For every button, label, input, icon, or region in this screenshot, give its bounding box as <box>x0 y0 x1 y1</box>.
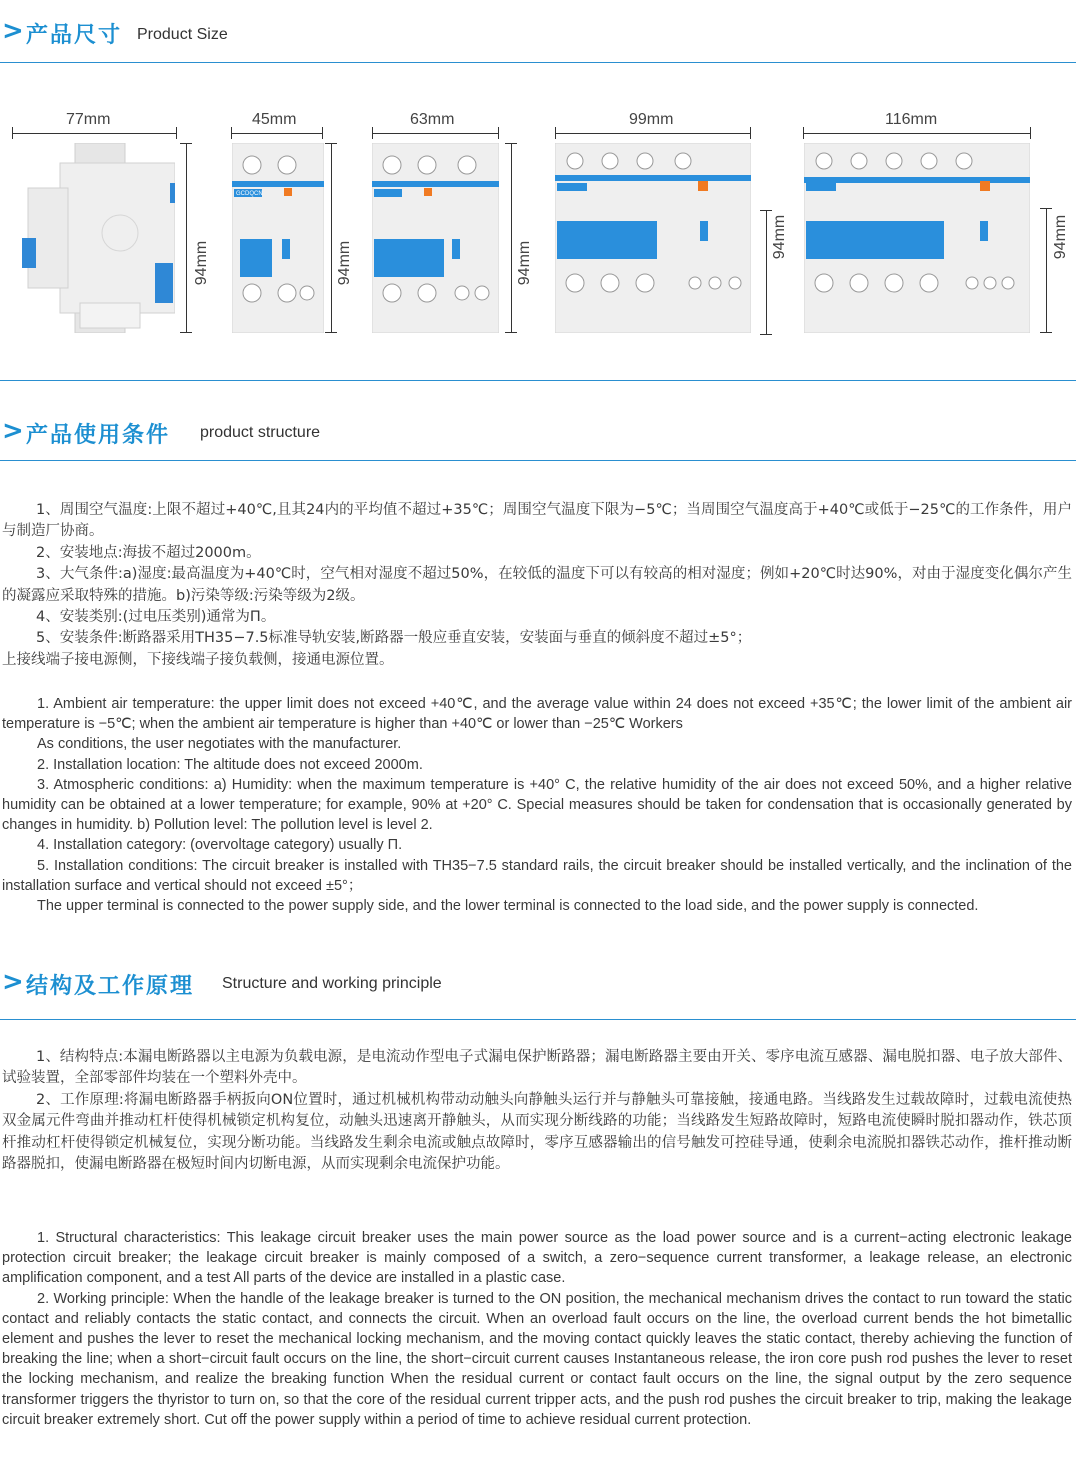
paragraph: 3、大气条件:a)湿度:最高温度为+40℃时，空气相对湿度不超过50%，在较低的温度下可以有较高的相对湿度；例如+20℃时达90%，对由于湿度变化偶尔产生的凝露应采取特殊的措施。b)污染等级:污染等级为2级。 <box>2 566 1072 604</box>
dim-tick <box>750 127 751 139</box>
dim-tick <box>1040 332 1052 333</box>
divider <box>0 380 1076 381</box>
dim-height: 94mm <box>1052 214 1070 260</box>
dim-height: 94mm <box>336 240 354 286</box>
principle-en-text <box>2 1228 1072 1430</box>
dim-line <box>766 210 767 335</box>
dim-line <box>12 133 177 134</box>
paragraph: The upper terminal is connected to the power supply side, and the lower terminal is connected to the load side, and the power supply is connected. <box>37 898 979 915</box>
dim-tick <box>555 127 556 139</box>
paragraph: 2、安装地点:海拔不超过2000m。 <box>36 544 261 561</box>
section-title-en: Product Size <box>137 26 228 43</box>
section-header-size <box>0 14 1076 48</box>
dim-height: 94mm <box>193 240 211 286</box>
side-view-image <box>20 143 175 333</box>
dim-tick <box>231 127 232 139</box>
breaker-1p-image <box>232 143 324 333</box>
section-header-conditions <box>0 414 1076 448</box>
paragraph: As conditions, the user negotiates with the manufacturer. <box>37 736 402 753</box>
dim-line <box>803 133 1031 134</box>
dim-line <box>555 133 751 134</box>
dim-tick <box>372 127 373 139</box>
dim-tick <box>180 143 192 144</box>
dim-tick <box>760 210 772 211</box>
dim-tick <box>803 127 804 139</box>
dim-line <box>1046 208 1047 333</box>
paragraph: 2. Installation location: The altitude does not exceed 2000m. <box>37 756 423 773</box>
dim-p2-width: 63mm <box>410 111 455 128</box>
section-title-zh: 产品尺寸 <box>26 23 123 48</box>
dim-tick <box>322 127 323 139</box>
dim-p1-width: 45mm <box>252 111 297 128</box>
chevron-right-icon: > <box>2 967 24 997</box>
dim-line <box>331 143 332 333</box>
dim-line <box>372 133 499 134</box>
dim-tick <box>180 332 192 333</box>
paragraph: 4. Installation category: (overvoltage category) usually Π. <box>37 837 403 854</box>
section-title-zh: 产品使用条件 <box>26 423 171 448</box>
breaker-4p-image <box>804 143 1030 333</box>
dim-tick <box>1030 127 1031 139</box>
paragraph: 5. Installation conditions: The circuit breaker is installed with TH35−7.5 standard rails, the circuit breaker should be installed vertically, and the inclination of the installation surface and vertical should not exceed ±5°； <box>2 857 1072 894</box>
dim-tick <box>325 332 337 333</box>
divider <box>0 62 1076 63</box>
conditions-en-text <box>2 694 1072 916</box>
dim-line <box>186 143 187 333</box>
principle-zh-text <box>2 1047 1072 1175</box>
dim-tick <box>176 127 177 139</box>
dim-tick <box>760 334 772 335</box>
section-header-principle <box>0 965 1076 999</box>
dim-height: 94mm <box>516 240 534 286</box>
chevron-right-icon: > <box>2 16 24 46</box>
breaker-3p-image <box>555 143 751 333</box>
dim-tick <box>325 143 337 144</box>
paragraph: 4、安装类别:(过电压类别)通常为Π。 <box>36 609 276 626</box>
dim-side-width: 77mm <box>66 111 111 128</box>
dim-tick <box>12 127 13 139</box>
section-title-en: Structure and working principle <box>222 975 442 992</box>
paragraph: 上接线端子接电源侧，下接线端子接负载侧，接通电源位置。 <box>2 651 394 668</box>
section-title-zh: 结构及工作原理 <box>26 974 195 999</box>
paragraph: 1、结构特点:本漏电断路器以主电源为负载电源，是电流动作型电子式漏电保护断路器；漏电断路器主要由开关、零序电流互感器、漏电脱扣器、电子放大部件、试验装置，全部零部件均装在一个塑料外壳中。 <box>2 1049 1072 1087</box>
breaker-2p-image <box>372 143 499 333</box>
paragraph: 5、安装条件:断路器采用TH35−7.5标准导轨安装,断路器一般应垂直安装，安装面与垂直的倾斜度不超过±5°； <box>36 630 752 647</box>
brand-label: GCDQCN <box>236 191 263 197</box>
chevron-right-icon: > <box>2 416 24 446</box>
paragraph: 1、周围空气温度:上限不超过+40℃,且其24内的平均值不超过+35℃；周围空气温度下限为−5℃；当周围空气温度高于+40℃或低于−25℃的工作条件，用户与制造厂协商。 <box>2 502 1072 540</box>
dim-line <box>231 133 323 134</box>
divider <box>0 460 1076 461</box>
section-title-en: product structure <box>200 424 321 441</box>
dim-p4-width: 116mm <box>885 111 938 128</box>
divider <box>0 1019 1076 1020</box>
dim-height: 94mm <box>771 214 789 260</box>
paragraph: 1. Structural characteristics: This leakage circuit breaker uses the main power source as the load power source and is a current−acting electronic leakage protection circuit breaker; the leakage circuit breaker is mainly composed of a switch, a zero−sequence current transformer, a leakage release, an electronic amplification component, and a test All parts of the device are installed in a plastic case. <box>2 1230 1072 1287</box>
dim-tick <box>505 143 517 144</box>
dim-line <box>511 143 512 333</box>
conditions-zh-text <box>2 500 1072 671</box>
dim-p3-width: 99mm <box>629 111 674 128</box>
dim-tick <box>1040 208 1052 209</box>
paragraph: 1. Ambient air temperature: the upper limit does not exceed +40℃, and the average value within 24 does not exceed +35℃; the lower limit of the ambient air temperature is −5℃; when the ambient air temperature is higher than +40℃ or lower than −25℃ Workers <box>2 696 1072 733</box>
paragraph: 3. Atmospheric conditions: a) Humidity: when the maximum temperature is +40° C, the relative humidity of the air does not exceed 50%, and a higher relative humidity can be obtained at a lower temperature; for example, 90% at +20° C. Special measures should be taken for condensation that is occasionally generated by changes in humidity. b) Pollution level: The pollution level is level 2. <box>2 776 1072 834</box>
dim-tick <box>505 332 517 333</box>
paragraph: 2. Working principle: When the handle of the leakage breaker is turned to the ON position, the mechanical mechanism drives the contact to run toward the static contact and reliably contacts the static contact, and connects the circuit. When an overload fault occurs on the line, the overload current bends the hot bimetallic element and pushes the lever to reset the mechanical locking mechanism, and the moving contact quickly leaves the static contact, thereby achieving the function of breaking the line; when a short−circuit fault occurs on the line, the short−circuit current causes Instantaneous release, the iron core push rod pushes the lever to reset the locking mechanism, and realize the breaking function When the residual current or contact fault occurs on the line, the signal output by the zero sequence transformer triggers the thyristor to turn on, so that the core of the residual current tripper acts, and the push rod pushes the circuit breaker to trip, making the leakage circuit breaker extremely short. Cut off the power supply within a period of time to achieve residual current protection. <box>2 1290 1072 1428</box>
dim-tick <box>498 127 499 139</box>
paragraph: 2、工作原理:将漏电断路器手柄扳向ON位置时，通过机械机构带动动触头向静触头运行并与静触头可靠接触，接通电路。当线路发生过载故障时，过载电流使热双金属元件弯曲并推动杠杆使得机械锁定机构复位，动触头迅速离开静触头，从而实现分断线路的功能；当线路发生短路故障时，短路电流使瞬时脱扣器动作，铁芯顶杆推动杠杆使得锁定机械复位，实现分断功能。当线路发生剩余电流或触点故障时，零序互感器输出的信号触发可控硅导通，使剩余电流脱扣器铁芯动作，推杆推动断路器脱扣，使漏电断路器在极短时间内切断电源，从而实现剩余电流保护功能。 <box>2 1091 1072 1173</box>
